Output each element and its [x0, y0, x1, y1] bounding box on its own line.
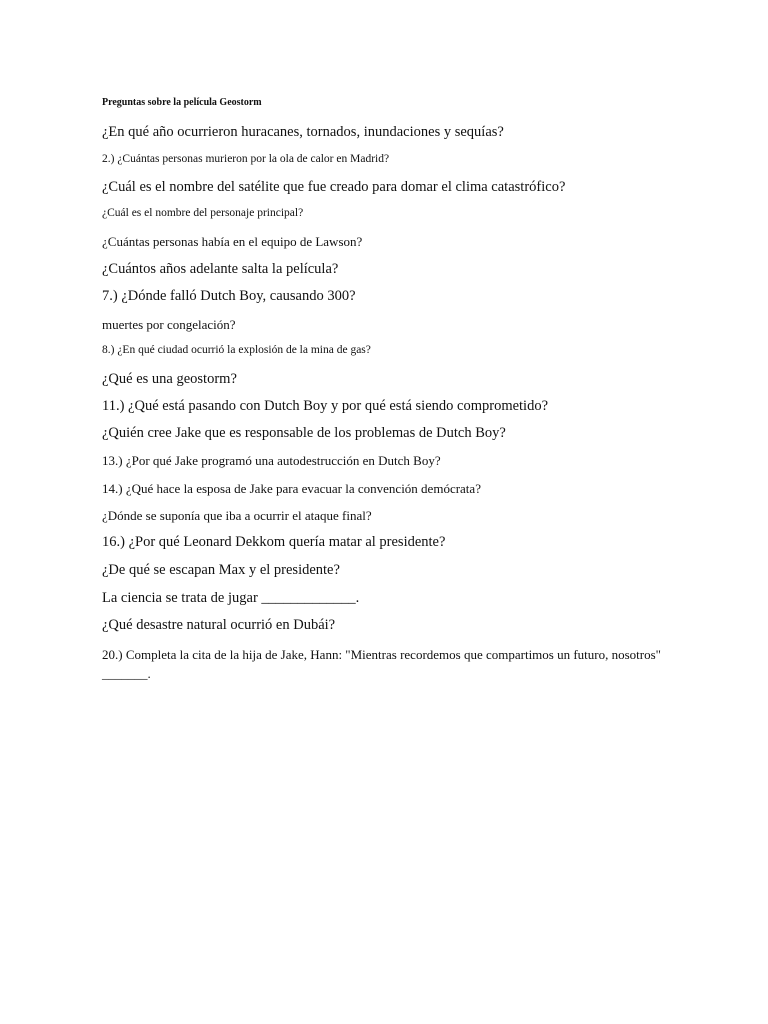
question-12: ¿Quién cree Jake que es responsable de los problemas de Dutch Boy? [102, 425, 506, 441]
question-2: 2.) ¿Cuántas personas murieron por la ola de calor en Madrid? [102, 153, 390, 165]
question-8: 8.) ¿En qué ciudad ocurrió la explosión de la mina de gas? [102, 344, 371, 356]
question-10: ¿Qué es una geostorm? [102, 371, 237, 387]
question-20: 20.) Completa la cita de la hija de Jake, Hann: "Mientras recordemos que compartimos un futuro, nosotros" _______. [102, 647, 661, 681]
question-11: 11.) ¿Qué está pasando con Dutch Boy y por qué está siendo comprometido? [102, 398, 549, 414]
document-title: Preguntas sobre la película Geostorm [102, 97, 262, 108]
question-15: ¿Dónde se suponía que iba a ocurrir el ataque final? [102, 508, 372, 523]
question-17: ¿De qué se escapan Max y el presidente? [102, 562, 340, 578]
question-4: ¿Cuál es el nombre del personaje principal? [102, 207, 304, 219]
question-7-continued: muertes por congelación? [102, 317, 236, 332]
question-16: 16.) ¿Por qué Leonard Dekkom quería matar al presidente? [102, 534, 446, 550]
question-3: ¿Cuál es el nombre del satélite que fue creado para domar el clima catastrófico? [102, 179, 566, 195]
question-14: 14.) ¿Qué hace la esposa de Jake para evacuar la convención demócrata? [102, 481, 481, 496]
question-19: ¿Qué desastre natural ocurrió en Dubái? [102, 617, 336, 633]
question-18: La ciencia se trata de jugar _____________. [102, 590, 360, 606]
question-7: 7.) ¿Dónde falló Dutch Boy, causando 300? [102, 288, 356, 304]
question-13: 13.) ¿Por qué Jake programó una autodestrucción en Dutch Boy? [102, 453, 441, 468]
question-6: ¿Cuántos años adelante salta la película? [102, 261, 339, 277]
question-1: ¿En qué año ocurrieron huracanes, tornados, inundaciones y sequías? [102, 124, 504, 140]
question-5: ¿Cuántas personas había en el equipo de Lawson? [102, 234, 363, 249]
